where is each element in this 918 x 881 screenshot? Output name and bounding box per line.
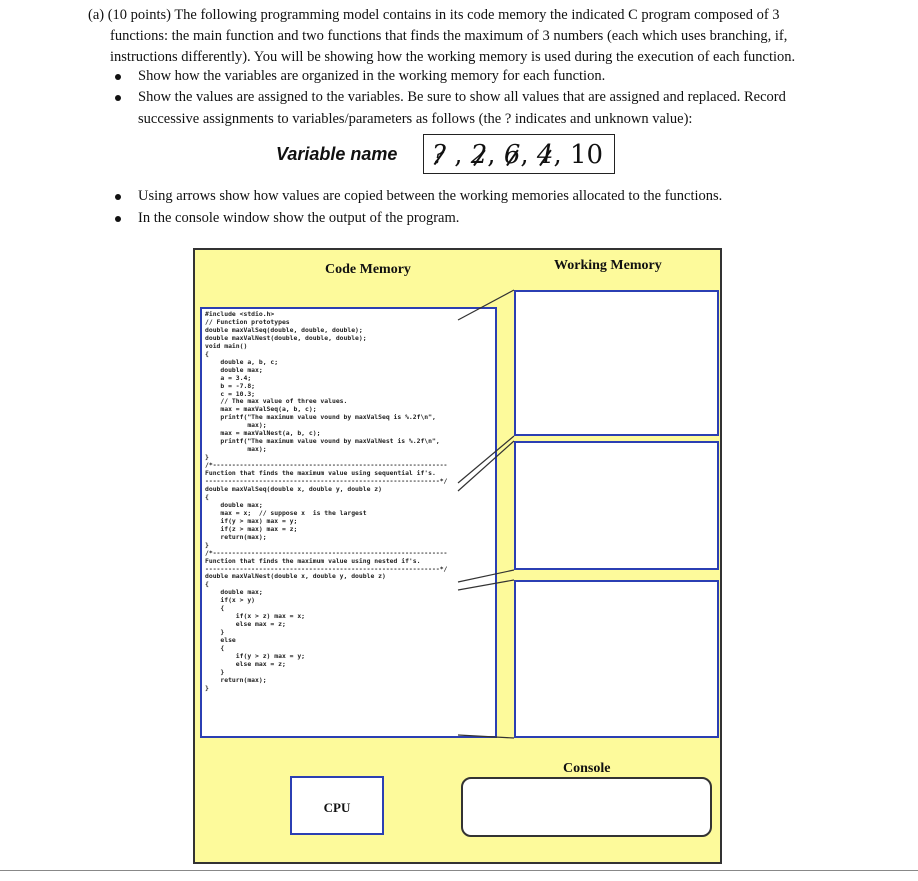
question-line-2: functions: the main function and two functions that finds the maximum of 3 numbers (each which uses branching, if, [110,28,788,44]
variable-example-values: ? , 2, 6, 4, 10 [432,140,604,170]
code-line: else [220,636,236,645]
struck-value: 4 [536,140,554,170]
current-value: 10 [569,140,604,170]
code-line: double max; [220,500,263,509]
code-line: max); [247,421,267,430]
variable-name-label: Variable name [276,144,398,164]
bullet-organize-memory: Show how the variables are organized in the working memory for each function. [138,68,606,84]
code-line: { [205,492,209,501]
code-line: double maxValNest(double x, double y, double z) [205,572,386,581]
code-line: -------------------------------------------------------------*/ [205,477,448,486]
code-line: { [205,349,209,358]
working-memory-title: Working Memory [554,258,662,273]
code-line: b = -7.8; [220,381,256,390]
code-line: max = x; // suppose x is the largest [220,508,367,517]
code-line: } [220,667,225,676]
code-line: return(max); [220,675,267,684]
bullet-console: In the console window show the output of the program. [138,210,460,226]
code-memory-title: Code Memory [325,262,411,277]
code-line: if(y > z) max = y; [235,651,306,660]
code-line: /*------------------------------------------------------------- [205,461,448,470]
cpu-label: CPU [323,800,351,815]
code-line: } [220,628,225,637]
code-line: c = 10.3; [220,389,256,398]
console-window[interactable] [461,777,712,837]
code-line: if(y > max) max = y; [220,516,298,525]
code-line: // The max value of three values. [220,397,348,406]
console-title: Console [563,761,611,776]
cpu-box [290,776,384,835]
code-line: #include <stdio.h> [205,310,275,318]
code-line: double a, b, c; [220,357,279,366]
code-line: if(z > max) max = z; [220,524,298,533]
code-line: /*------------------------------------------------------------- [205,548,448,557]
code-line: double maxValSeq(double, double, double); [205,325,363,334]
code-line: -------------------------------------------------------------*/ [205,564,448,573]
code-line: double maxValSeq(double x, double y, double z) [205,484,382,493]
code-line: max = maxValNest(a, b, c); [220,429,321,438]
code-line: printf("The maximum value vound by maxValNest is %.2f\n", [220,437,440,446]
code-line: { [205,580,209,589]
bullet-show-values-line-2: successive assignments to variables/parameters as follows (the ? indicates and unknown value): [138,111,693,127]
code-line: double maxValNest(double, double, double); [205,333,367,342]
code-line: } [205,453,209,462]
code-line: max); [247,445,267,454]
page-bottom-rule [0,870,918,871]
code-line: if(x > y) [220,596,256,605]
code-line: Function that finds the maximum value using sequential if's. [205,469,436,478]
bullet-arrows: Using arrows show how values are copied between the working memories allocated to the functions. [138,188,723,204]
code-line: else max = z; [235,659,286,668]
code-line: { [220,604,225,613]
code-line: return(max); [220,532,267,541]
code-line: max = maxValSeq(a, b, c); [220,405,317,414]
code-line: a = 3.4; [220,373,252,382]
code-line: void main() [205,341,248,350]
code-line: double max; [220,365,263,374]
code-line: double max; [220,588,263,597]
code-line: } [205,540,209,549]
code-line: { [220,644,225,653]
code-line: else max = z; [235,620,286,629]
code-line: printf("The maximum value vound by maxValSeq is %.2f\n", [220,413,436,422]
struck-value: 2 [470,140,488,170]
bullet-show-values-line-1: Show the values are assigned to the variables. Be sure to show all values that are assigned and replaced. Record [138,89,786,105]
struck-value: ? [432,140,446,170]
code-line: if(x > z) max = x; [235,612,306,621]
code-line: } [205,683,209,692]
code-line: Function that finds the maximum value using nested if's. [205,556,421,565]
question-line-1: (a) (10 points) The following programming model contains in its code memory the indicated C program composed of 3 [88,7,780,23]
struck-value: 6 [503,140,521,170]
question-line-3: instructions differently). You will be showing how the working memory is used during the execution of each function. [110,49,796,65]
code-line: // Function prototypes [205,317,290,326]
